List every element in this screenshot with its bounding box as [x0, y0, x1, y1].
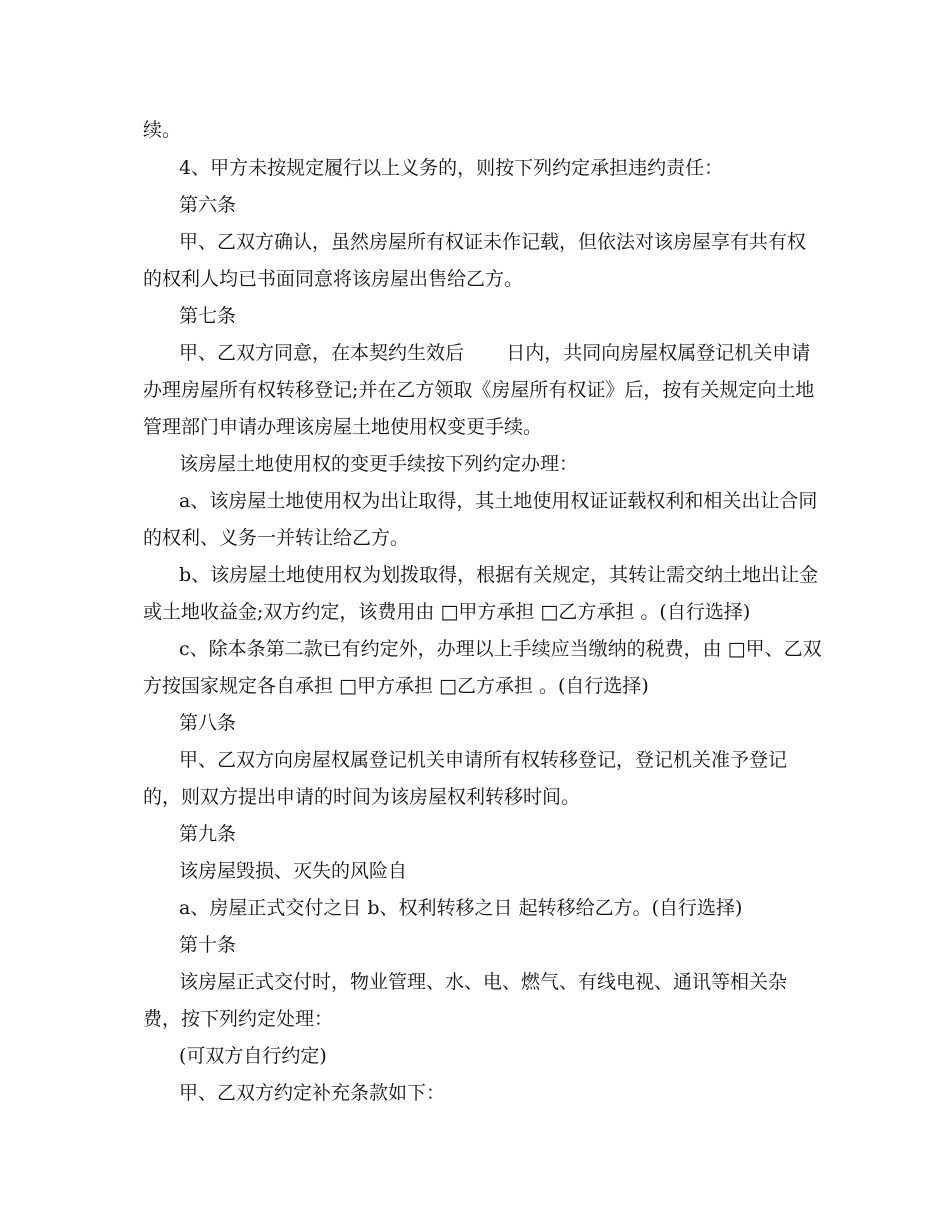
- text-line: 甲、乙双方约定补充条款如下：: [179, 1082, 446, 1104]
- text-line: 4、甲方未按规定履行以上义务的，则按下列约定承担违约责任：: [179, 157, 724, 179]
- text-line: 该房屋毁损、灭失的风险自: [179, 860, 408, 882]
- text-line: 费，按下列约定处理：: [143, 1008, 334, 1030]
- text-line: 方按国家规定各自承担 □甲方承担 □乙方承担 。(自行选择): [143, 675, 649, 697]
- text-line: 续。: [143, 119, 182, 141]
- text-line: 该房屋正式交付时，物业管理、水、电、燃气、有线电视、通讯等相关杂: [179, 971, 788, 993]
- text-line: 办理房屋所有权转移登记;并在乙方领取《房屋所有权证》后，按有关规定向土地: [143, 379, 815, 401]
- text-line: 或土地收益金;双方约定，该费用由 □甲方承担 □乙方承担 。(自行选择): [143, 601, 751, 623]
- text-line: a、房屋正式交付之日 b、权利转移之日 起转移给乙方。(自行选择): [179, 897, 743, 919]
- text-line: 管理部门申请办理该房屋土地使用权变更手续。: [143, 416, 543, 438]
- text-line: 甲、乙双方同意，在本契约生效后 日内，共同向房屋权属登记机关申请: [179, 342, 811, 364]
- text-line: a、该房屋土地使用权为出让取得，其土地使用权证证载权利和相关出让合同: [179, 490, 818, 512]
- section-heading: 第九条: [179, 823, 237, 845]
- text-line: 甲、乙双方确认，虽然房屋所有权证未作记载，但依法对该房屋享有共有权: [179, 231, 807, 253]
- text-line: c、除本条第二款已有约定外，办理以上手续应当缴纳的税费，由 □甲、乙双: [179, 638, 822, 660]
- text-line: b、该房屋土地使用权为划拨取得，根据有关规定，其转让需交纳土地出让金: [179, 564, 819, 586]
- section-heading: 第十条: [179, 934, 237, 956]
- text-line: (可双方自行约定): [179, 1045, 327, 1067]
- section-heading: 第七条: [179, 305, 237, 327]
- text-line: 甲、乙双方向房屋权属登记机关申请所有权转移登记，登记机关准予登记: [179, 749, 788, 771]
- text-line: 的权利、义务一并转让给乙方。: [143, 527, 410, 549]
- text-line: 的，则双方提出申请的时间为该房屋权利转移时间。: [143, 786, 581, 808]
- text-line: 该房屋土地使用权的变更手续按下列约定办理：: [179, 453, 579, 475]
- section-heading: 第八条: [179, 712, 237, 734]
- section-heading: 第六条: [179, 194, 237, 216]
- text-line: 的权利人均已书面同意将该房屋出售给乙方。: [143, 268, 524, 290]
